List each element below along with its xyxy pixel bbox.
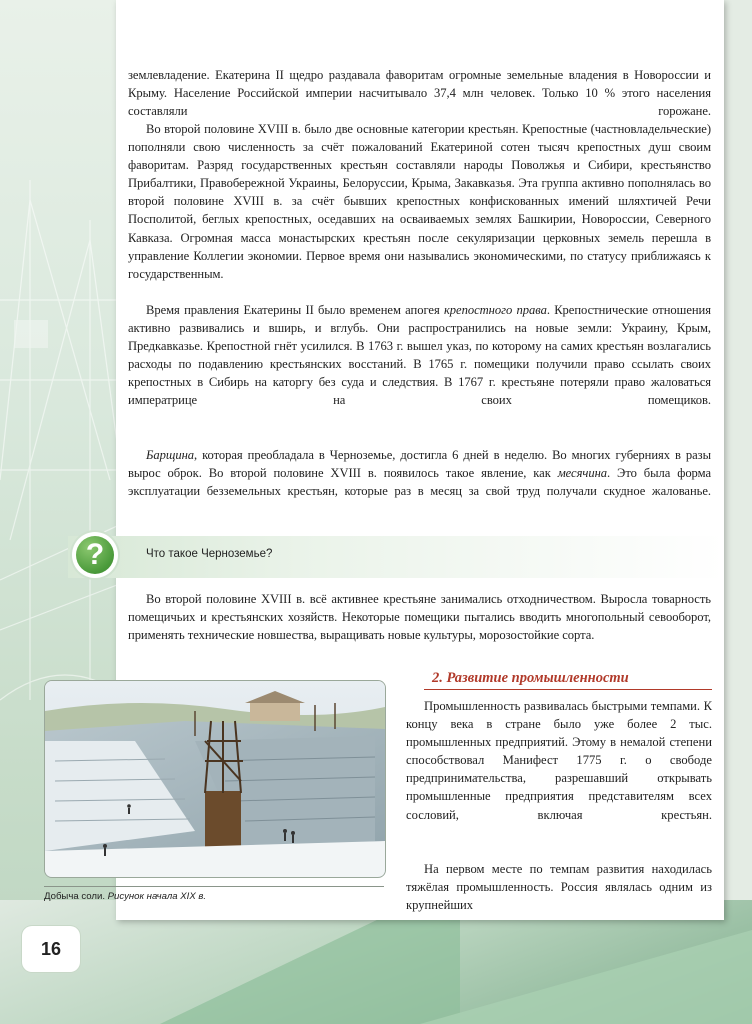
paragraph-land-ownership: землевладение. Екатерина II щедро раздавала фаворитам огромные земельные владения в Новороссии и Крыму. Население Российской империи насчитывало 37,4 млн человек. Только 10 % этого населения составляли горожане. [128, 68, 711, 119]
question-mark-icon: ? [76, 536, 114, 574]
text-run: , которая преобладала в Черноземье, достигла 6 дней в неделю. Во многих губерниях в разы вырос оброк. Во второй половине XVIII в. появилось такое явление, как [128, 448, 711, 481]
paragraph-serfdom-apogee [128, 301, 711, 410]
page-number: 16 [40, 939, 62, 959]
salt-mining-illustration [44, 680, 386, 878]
figure-caption [44, 891, 206, 902]
italic-term: крепостного права [443, 303, 547, 317]
paragraph-otkhodnichestvo: Во второй половине XVIII в. всё активнее крестьяне занимались отходничеством. Выросла товарность помещичьих и крестьянских хозяйств. Некоторые помещики пытались вводить многопольный севооборот, применять технические новшества, выращивать новые культуры, морозостойкие сорта. [128, 592, 711, 643]
section-heading: 2. Развитие промышленности [432, 670, 629, 686]
caption-divider [44, 886, 384, 887]
text-run: . Крепостнические отношения активно развивались и вширь, и вглубь. Они распространились на новые земли: Украину, Крым, Предкавказье. Крепостной гнёт усилился. В 1763 г. вышел указ, по которому на самих крестьян возлагались расходы по подавлению крестьянских восстаний. В 1765 г. помещики получили право ссылать своих крепостных в Сибирь на каторгу без суда и следствия. В 1767 г. крестьяне потеряли право жаловаться императрице на своих помещиков. [128, 303, 711, 408]
italic-term: месячина [557, 466, 608, 481]
paragraph-heavy-industry: На первом месте по темпам развития находилась тяжёлая промышленность. Россия являлась одним из крупнейших [406, 862, 712, 913]
text-run: Время правления Екатерины II было временем апогея [146, 303, 444, 317]
heading-underline [424, 689, 712, 690]
decor-triangle [420, 930, 752, 1024]
text-run: . Это была форма эксплуатации безземельных крестьян, которые раз в месяц за свой труд получали скудное жалованье. [128, 466, 711, 499]
ship-illustration-background [0, 180, 130, 740]
caption-italic: Рисунок начала XIX в. [107, 891, 207, 902]
paragraph-industry-growth: Промышленность развивалась быстрыми темпами. К концу века в стране было уже более 2 тыс. промышленных предприятий. Этому в немалой степени способствовал Манифест 1775 г. о свободе предпринимательства, разрешавший открывать промышленные предприятия представителям всех сословий, включая крестьян. [406, 699, 712, 822]
salt-mining-drawing [45, 681, 385, 877]
italic-term: Барщина [146, 448, 195, 462]
caption-text: Добыча соли. [44, 891, 108, 902]
paragraph-barshchina [128, 446, 711, 500]
paragraph-peasant-categories: Во второй половине XVIII в. было две основные категории крестьян. Крепостные (частновладельческие) пополняли свою численность за счёт пожалований Екатериной сотен тысяч крепостных душ своим фаворитам. Разряд государственных крестьян составляли народы Поволжья и Сибири, крестьянство Прибалтики, Правобережной Украины, Белоруссии, Крыма, Закавказья. Эта группа активно пополнялась во второй половине XVIII в. за счёт бывших крепостных конфискованных имений шляхтичей Речи Посполитой, беглых крепостных, оседавших на осваиваемых землях Башкирии, Новороссии, Северного Кавказа. Огромная масса монастырских крестьян после секуляризации церковных земель перешла в управление Коллегии экономии. Первое время они назывались экономическими, по статусу приближаясь к государственным. [128, 122, 711, 281]
question-text: Что такое Черноземье? [146, 548, 273, 560]
